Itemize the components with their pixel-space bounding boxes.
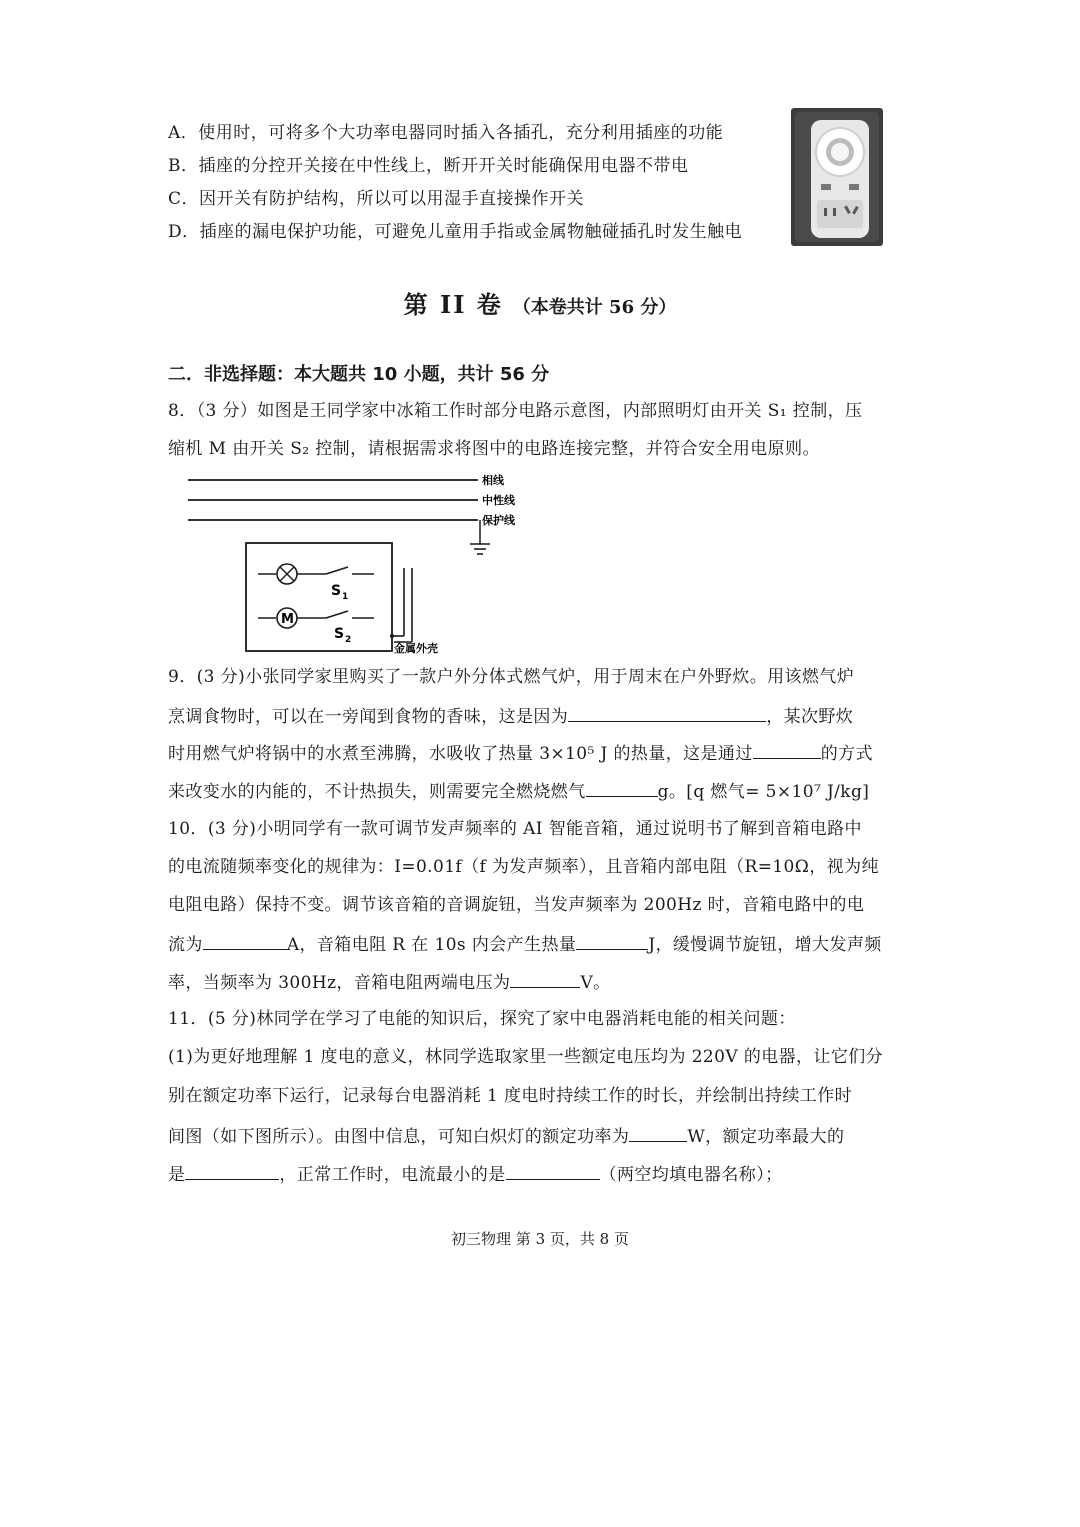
q10-line-2: 的电流随频率变化的规律为：I=0.01f（f 为发声频率），且音箱内部电阻（R=10Ω，视为纯 bbox=[168, 857, 879, 877]
switch-s2 bbox=[326, 611, 348, 618]
option-c: C．因开关有防护结构，所以可以用湿手直接操作开关 bbox=[168, 189, 585, 209]
q9-line-4-text-a: 来改变水的内能的，不计热损失，则需要完全燃烧燃气 bbox=[168, 782, 586, 802]
q9-line-3-text-b: 的方式 bbox=[820, 744, 873, 764]
q8-line-1: 8．（3 分）如图是王同学家中冰箱工作时部分电路示意图，内部照明灯由开关 S₁ 控制，压 bbox=[168, 401, 863, 421]
q10-blank-1[interactable] bbox=[203, 931, 287, 950]
q9-blank-1[interactable] bbox=[568, 703, 766, 722]
switch-s1-label: S bbox=[331, 583, 342, 599]
option-b: B．插座的分控开关接在中性线上，断开开关时能确保用电器不带电 bbox=[168, 156, 689, 176]
q9-line-4-text-b: g。[q 燃气= 5×10⁷ J/kg] bbox=[657, 782, 870, 802]
q10-line-4-text-a: 流为 bbox=[168, 935, 203, 955]
motor-label: M bbox=[281, 612, 294, 627]
q10-line-4-text-c: J，缓慢调节旋钮，增大发声频 bbox=[648, 935, 882, 955]
part-two-heading: 二．非选择题：本大题共 10 小题，共计 56 分 bbox=[168, 364, 550, 385]
switch-s2-subscript: 2 bbox=[345, 635, 352, 645]
switch-s1-subscript: 1 bbox=[342, 592, 349, 602]
page-footer: 初三物理 第 3 页，共 8 页 bbox=[451, 1230, 629, 1248]
q11-blank-1[interactable] bbox=[629, 1123, 687, 1142]
q11-line-5-text-b: ，正常工作时，电流最小的是 bbox=[279, 1165, 506, 1185]
q11-line-4-text-a: 间图（如下图所示）。由图中信息，可知白炽灯的额定功率为 bbox=[168, 1127, 630, 1147]
q10-line-3: 电阻电路）保持不变。调节该音箱的音调旋钮，当发声频率为 200Hz 时，音箱电路中的电 bbox=[168, 895, 865, 915]
q8-line-2: 缩机 M 由开关 S₂ 控制，请根据需求将图中的电路连接完整，并符合安全用电原则。 bbox=[168, 439, 820, 459]
q9-line-2 bbox=[168, 703, 853, 729]
q9-line-3 bbox=[168, 740, 873, 766]
q10-blank-3[interactable] bbox=[510, 969, 580, 988]
switch-s1 bbox=[326, 567, 348, 574]
section-title bbox=[0, 285, 1080, 320]
live-wire-label: 相线 bbox=[482, 474, 504, 487]
q10-line-5-text-a: 率，当频率为 300Hz，音箱电阻两端电压为 bbox=[168, 973, 511, 993]
q11-blank-2[interactable] bbox=[185, 1161, 279, 1180]
q11-line-3: 别在额定功率下运行，记录每台电器消耗 1 度电时持续工作的时长，并绘制出持续工作时 bbox=[168, 1086, 853, 1106]
section-title-main: 第 II 卷 bbox=[403, 290, 503, 319]
q9-line-3-text-a: 时用燃气炉将锅中的水煮至沸腾，水吸收了热量 3×10⁵ J 的热量，这是通过 bbox=[168, 744, 753, 764]
earth-symbol bbox=[470, 544, 490, 554]
q10-line-5-text-b: V。 bbox=[580, 973, 611, 993]
q11-line-2: (1)为更好地理解 1 度电的意义，林同学选取家里一些额定电压均为 220V 的电器，让它们分 bbox=[168, 1047, 884, 1067]
q9-line-4 bbox=[168, 778, 869, 804]
q8-circuit-diagram bbox=[180, 468, 540, 658]
ground-wire-label: 保护线 bbox=[482, 514, 515, 527]
q9-line-2-text-b: ，某次野炊 bbox=[766, 707, 854, 727]
q11-line-4 bbox=[168, 1123, 844, 1149]
lamp-symbol bbox=[277, 564, 297, 584]
q11-line-5-text-a: 是 bbox=[168, 1165, 186, 1185]
q10-line-1: 10．(3 分)小明同学有一款可调节发声频率的 AI 智能音箱，通过说明书了解到音箱电路中 bbox=[168, 819, 862, 839]
option-a: A．使用时，可将多个大功率电器同时插入各插孔，充分利用插座的功能 bbox=[168, 123, 724, 143]
q9-blank-3[interactable] bbox=[586, 778, 658, 797]
fridge-box bbox=[246, 543, 392, 651]
q10-blank-2[interactable] bbox=[576, 931, 648, 950]
q10-line-4 bbox=[168, 931, 882, 957]
section-title-sub: （本卷共计 56 分） bbox=[512, 297, 677, 318]
q11-line-4-text-b: W，额定功率最大的 bbox=[687, 1127, 845, 1147]
socket-photo bbox=[791, 108, 883, 246]
q9-line-1: 9．(3 分)小张同学家里购买了一款户外分体式燃气炉，用于周末在户外野炊。用该燃气炉 bbox=[168, 667, 855, 687]
q10-line-5 bbox=[168, 969, 611, 995]
q11-blank-3[interactable] bbox=[506, 1161, 600, 1180]
q11-line-5 bbox=[168, 1161, 783, 1187]
metal-shell-label: 金属外壳 bbox=[394, 642, 438, 655]
q9-line-2-text-a: 烹调食物时，可以在一旁闻到食物的香味，这是因为 bbox=[168, 707, 569, 727]
q10-line-4-text-b: A，音箱电阻 R 在 10s 内会产生热量 bbox=[286, 935, 577, 955]
q9-blank-2[interactable] bbox=[753, 740, 821, 759]
neutral-wire-label: 中性线 bbox=[482, 494, 515, 507]
q11-line-1: 11．(5 分)林同学在学习了电能的知识后，探究了家中电器消耗电能的相关问题： bbox=[168, 1009, 796, 1029]
option-d: D．插座的漏电保护功能，可避免儿童用手指或金属物触碰插孔时发生触电 bbox=[168, 222, 743, 242]
switch-s2-label: S bbox=[334, 626, 345, 642]
q11-line-5-text-c: （两空均填电器名称）； bbox=[599, 1165, 783, 1185]
